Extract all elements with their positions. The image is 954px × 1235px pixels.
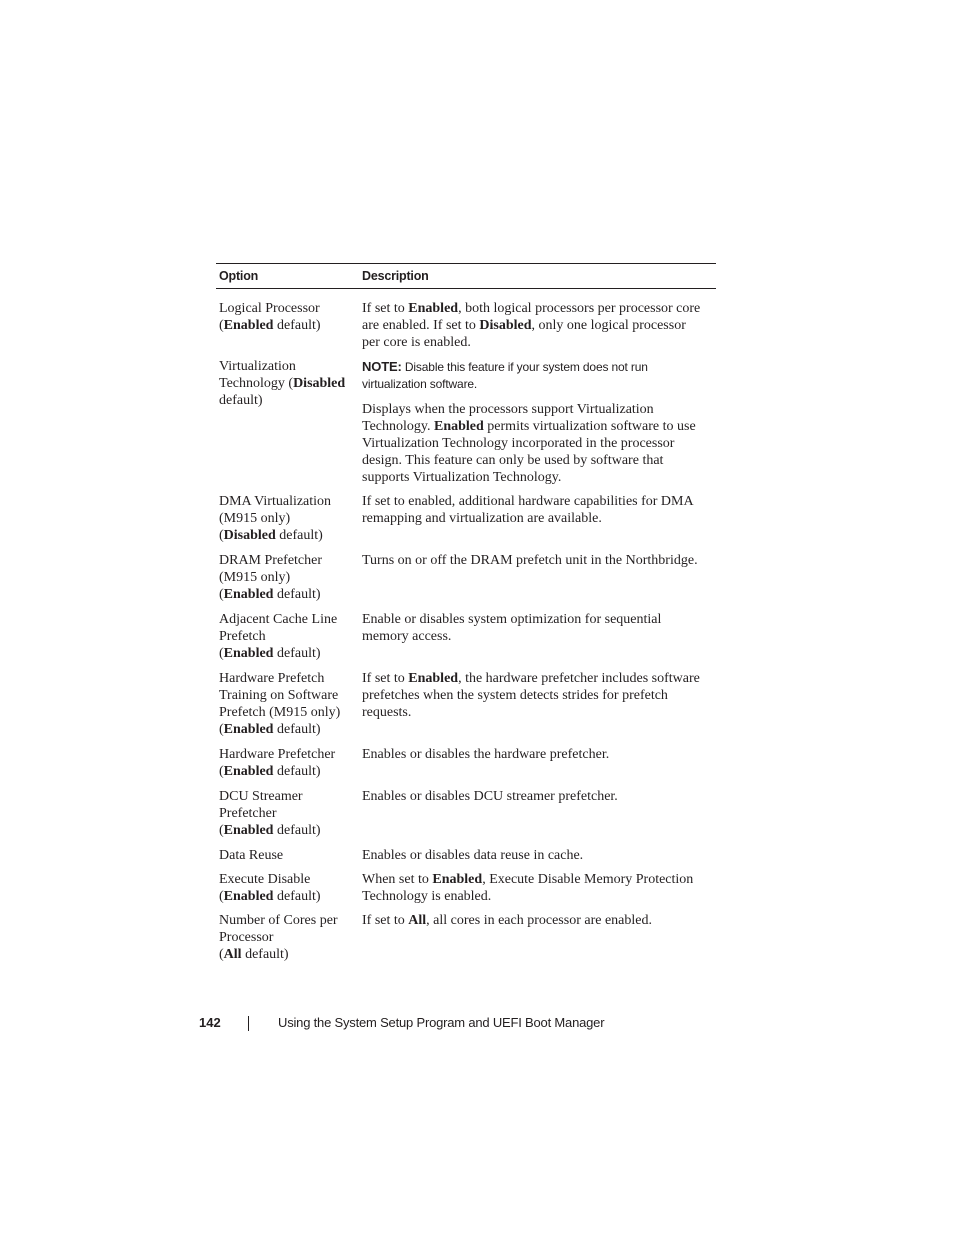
footer-separator	[248, 1016, 249, 1031]
description-cell	[362, 493, 716, 544]
description-cell	[362, 552, 716, 603]
option-cell: Adjacent Cache Line Prefetch (Enabled default)	[219, 612, 338, 661]
option-cell: DRAM Prefetcher (M915 only) (Enabled default)	[219, 553, 323, 602]
option-cell: DMA Virtualization (M915 only) (Disabled default)	[219, 494, 332, 543]
description-cell	[362, 611, 716, 662]
table-header-row	[216, 264, 716, 288]
page-number: 142	[199, 1015, 221, 1030]
description-cell	[362, 300, 716, 351]
settings-table	[216, 263, 716, 963]
table-row	[216, 351, 716, 486]
description-cell	[362, 670, 716, 738]
table-row	[216, 738, 716, 780]
table-row	[216, 905, 716, 963]
table-row	[216, 780, 716, 839]
option-cell: Data Reuse	[219, 848, 284, 863]
description-cell	[362, 746, 716, 780]
description-paragraph: If set to Enabled, the hardware prefetcher includes software prefetches when the system detects strides for prefetch requests.	[362, 671, 700, 720]
description-paragraph: When set to Enabled, Execute Disable Memory Protection Technology is enabled.	[362, 872, 694, 904]
option-cell: Number of Cores per Processor (All default)	[219, 913, 338, 962]
option-cell: Execute Disable (Enabled default)	[219, 872, 321, 904]
table-body	[216, 289, 716, 963]
option-cell: DCU Streamer Prefetcher (Enabled default)	[219, 789, 321, 838]
description-cell	[362, 847, 716, 864]
description-paragraph: If set to Enabled, both logical processors per processor core are enabled. If set to Disabled, only one logical processor per core is enabled.	[362, 301, 701, 350]
option-cell: Hardware Prefetch Training on Software Prefetch (M915 only) (Enabled default)	[219, 671, 341, 737]
option-cell: Hardware Prefetcher (Enabled default)	[219, 747, 336, 779]
header-description: Description	[362, 269, 429, 283]
option-cell: Logical Processor (Enabled default)	[219, 301, 321, 333]
description-paragraph: Enable or disables system optimization for sequential memory access.	[362, 612, 662, 644]
option-cell: Virtualization Technology (Disabled default)	[219, 359, 346, 408]
description-cell	[362, 788, 716, 839]
description-paragraph: If set to enabled, additional hardware capabilities for DMA remapping and virtualization are available.	[362, 494, 694, 526]
description-paragraph: If set to All, all cores in each processor are enabled.	[362, 913, 652, 928]
table-row	[216, 662, 716, 738]
note-callout: NOTE: Disable this feature if your system does not run virtualization software.	[362, 359, 648, 391]
footer-title: Using the System Setup Program and UEFI Boot Manager	[278, 1015, 605, 1030]
description-cell	[362, 871, 716, 905]
description-paragraph: Turns on or off the DRAM prefetch unit in the Northbridge.	[362, 553, 698, 568]
table-row	[216, 839, 716, 864]
table-row	[216, 544, 716, 603]
description-paragraph: Enables or disables the hardware prefetcher.	[362, 747, 610, 762]
table-row	[216, 603, 716, 662]
description-paragraph: Enables or disables data reuse in cache.	[362, 848, 584, 863]
table-row	[216, 486, 716, 544]
description-cell	[362, 912, 716, 963]
header-option: Option	[219, 269, 259, 283]
description-paragraph: Displays when the processors support Virtualization Technology. Enabled permits virtualization software to use Virtualization Technology incorporated in the processor design. This feature can only be used by software that supports Virtualization Technology.	[362, 402, 696, 485]
description-paragraph: Enables or disables DCU streamer prefetcher.	[362, 789, 618, 804]
table-row	[216, 864, 716, 905]
description-cell	[362, 358, 716, 486]
table-row	[216, 289, 716, 351]
